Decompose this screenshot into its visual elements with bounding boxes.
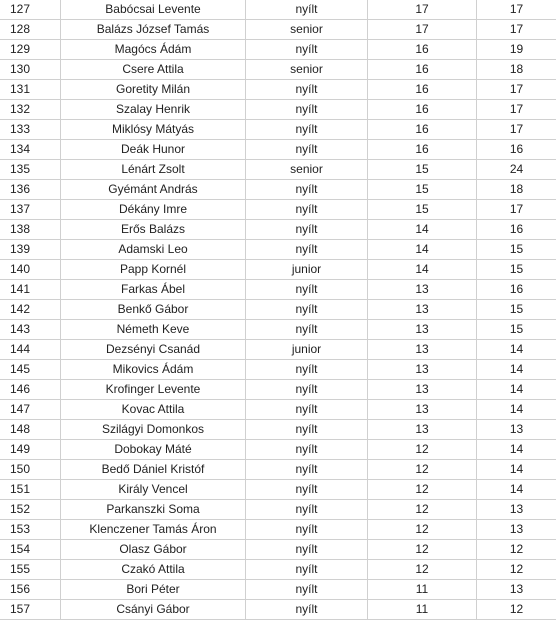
table-row — [0, 240, 556, 260]
score1-cell[interactable]: 15 — [368, 160, 477, 179]
rank-cell[interactable]: 150 — [0, 460, 61, 479]
rank-cell[interactable]: 154 — [0, 540, 61, 559]
category-cell[interactable]: nyílt — [246, 320, 368, 339]
score2-cell[interactable]: 14 — [509, 342, 524, 356]
score1-cell[interactable]: 13 — [368, 360, 477, 379]
category-cell[interactable]: nyílt — [246, 300, 368, 319]
table-row — [0, 100, 556, 120]
category-cell[interactable]: nyílt — [246, 220, 368, 239]
table-row — [0, 460, 556, 480]
category-cell[interactable]: nyílt — [246, 280, 368, 299]
category-cell[interactable]: nyílt — [246, 80, 368, 99]
table-row — [0, 400, 556, 420]
rank-cell[interactable]: 149 — [0, 440, 61, 459]
rank-cell[interactable]: 131 — [0, 80, 61, 99]
score2-cell[interactable]: 14 — [509, 362, 524, 376]
score1-cell[interactable]: 17 — [368, 20, 477, 39]
category-cell[interactable]: nyílt — [246, 240, 368, 259]
name-cell[interactable]: Lénárt Zsolt — [61, 160, 246, 179]
category-cell[interactable]: nyílt — [246, 380, 368, 399]
category-cell[interactable]: junior — [246, 260, 368, 279]
score1-cell[interactable]: 13 — [368, 380, 477, 399]
score1-cell[interactable]: 15 — [368, 200, 477, 219]
table-row — [0, 540, 556, 560]
rank-cell[interactable]: 147 — [0, 400, 61, 419]
score2-cell[interactable]: 16 — [509, 142, 524, 156]
table-row — [0, 560, 556, 580]
score2-cell[interactable]: 18 — [509, 62, 524, 76]
category-cell[interactable]: nyílt — [246, 480, 368, 499]
name-cell[interactable]: Krofinger Levente — [61, 380, 246, 399]
name-cell[interactable]: Klenczener Tamás Áron — [61, 520, 246, 539]
table-row — [0, 200, 556, 220]
rank-cell[interactable]: 135 — [0, 160, 61, 179]
name-cell[interactable]: Csányi Gábor — [61, 600, 246, 619]
name-cell[interactable]: Csere Attila — [61, 60, 246, 79]
category-cell[interactable]: nyílt — [246, 600, 368, 619]
score2-cell[interactable]: 17 — [509, 22, 524, 36]
score2-cell[interactable]: 14 — [509, 402, 524, 416]
rank-cell[interactable]: 153 — [0, 520, 61, 539]
category-cell[interactable]: junior — [246, 340, 368, 359]
rank-cell[interactable]: 134 — [0, 140, 61, 159]
table-row — [0, 160, 556, 180]
score1-cell[interactable]: 13 — [368, 340, 477, 359]
rank-cell[interactable]: 142 — [0, 300, 61, 319]
score2-cell[interactable]: 17 — [509, 122, 524, 136]
name-cell[interactable]: Dobokay Máté — [61, 440, 246, 459]
name-cell[interactable]: Parkanszki Soma — [61, 500, 246, 519]
rank-cell[interactable]: 139 — [0, 240, 61, 259]
rank-cell[interactable]: 133 — [0, 120, 61, 139]
score1-cell[interactable]: 15 — [368, 180, 477, 199]
score2-cell[interactable]: 16 — [509, 222, 524, 236]
rank-cell[interactable]: 155 — [0, 560, 61, 579]
category-cell[interactable]: senior — [246, 160, 368, 179]
score2-cell[interactable]: 14 — [509, 462, 524, 476]
table-row — [0, 520, 556, 540]
name-cell[interactable]: Dezsényi Csanád — [61, 340, 246, 359]
score1-cell[interactable]: 17 — [368, 0, 477, 19]
score1-cell[interactable]: 13 — [368, 280, 477, 299]
name-cell[interactable]: Babócsai Levente — [61, 0, 246, 19]
category-cell[interactable]: nyílt — [246, 120, 368, 139]
rank-cell[interactable]: 127 — [0, 0, 61, 19]
score1-cell[interactable]: 13 — [368, 420, 477, 439]
rank-cell[interactable]: 130 — [0, 60, 61, 79]
rank-cell[interactable]: 128 — [0, 20, 61, 39]
score1-cell[interactable]: 16 — [368, 60, 477, 79]
name-cell[interactable]: Adamski Leo — [61, 240, 246, 259]
table-row — [0, 320, 556, 340]
score1-cell[interactable]: 13 — [368, 400, 477, 419]
name-cell[interactable]: Kovac Attila — [61, 400, 246, 419]
category-cell[interactable]: nyílt — [246, 520, 368, 539]
score1-cell[interactable]: 16 — [368, 40, 477, 59]
name-cell[interactable]: Miklósy Mátyás — [61, 120, 246, 139]
table-row — [0, 0, 556, 20]
table-row — [0, 420, 556, 440]
score2-cell[interactable]: 17 — [509, 202, 524, 216]
category-cell[interactable]: nyílt — [246, 500, 368, 519]
score1-cell[interactable]: 13 — [368, 320, 477, 339]
table-row — [0, 300, 556, 320]
name-cell[interactable]: Király Vencel — [61, 480, 246, 499]
score1-cell[interactable]: 16 — [368, 100, 477, 119]
table-row — [0, 480, 556, 500]
table-row — [0, 220, 556, 240]
score1-cell[interactable]: 11 — [368, 580, 477, 599]
category-cell[interactable]: nyílt — [246, 560, 368, 579]
table-row — [0, 380, 556, 400]
name-cell[interactable]: Deák Hunor — [61, 140, 246, 159]
table-row — [0, 500, 556, 520]
name-cell[interactable]: Bori Péter — [61, 580, 246, 599]
rank-cell[interactable]: 129 — [0, 40, 61, 59]
score2-cell[interactable]: 16 — [509, 282, 524, 296]
score2-cell[interactable]: 18 — [509, 182, 524, 196]
score2-cell[interactable]: 24 — [509, 162, 524, 176]
score2-cell[interactable]: 13 — [509, 422, 524, 436]
score1-cell[interactable]: 16 — [368, 140, 477, 159]
score2-cell[interactable]: 12 — [509, 562, 524, 576]
category-cell[interactable]: nyílt — [246, 540, 368, 559]
score1-cell[interactable]: 12 — [368, 480, 477, 499]
category-cell[interactable]: nyílt — [246, 100, 368, 119]
category-cell[interactable]: nyílt — [246, 400, 368, 419]
score2-cell[interactable]: 15 — [509, 242, 524, 256]
score2-cell[interactable]: 13 — [509, 502, 524, 516]
rank-cell[interactable]: 136 — [0, 180, 61, 199]
score2-cell[interactable]: 15 — [509, 302, 524, 316]
name-cell[interactable]: Benkő Gábor — [61, 300, 246, 319]
score2-cell[interactable]: 12 — [509, 602, 524, 616]
score1-cell[interactable]: 12 — [368, 540, 477, 559]
name-cell[interactable]: Gyémánt András — [61, 180, 246, 199]
score1-cell[interactable]: 12 — [368, 520, 477, 539]
name-cell[interactable]: Szilágyi Domonkos — [61, 420, 246, 439]
table-row — [0, 580, 556, 600]
category-cell[interactable]: nyílt — [246, 140, 368, 159]
name-cell[interactable]: Czakó Attila — [61, 560, 246, 579]
score2-cell[interactable]: 13 — [509, 522, 524, 536]
category-cell[interactable]: nyílt — [246, 440, 368, 459]
table-row — [0, 80, 556, 100]
category-cell[interactable]: nyílt — [246, 360, 368, 379]
score2-cell[interactable]: 14 — [509, 442, 524, 456]
rank-cell[interactable]: 144 — [0, 340, 61, 359]
score1-cell[interactable]: 16 — [368, 80, 477, 99]
score2-cell[interactable]: 13 — [509, 582, 524, 596]
rank-cell[interactable]: 157 — [0, 600, 61, 619]
table-row — [0, 120, 556, 140]
rank-cell[interactable]: 143 — [0, 320, 61, 339]
category-cell[interactable]: nyílt — [246, 420, 368, 439]
name-cell[interactable]: Papp Kornél — [61, 260, 246, 279]
name-cell[interactable]: Magócs Ádám — [61, 40, 246, 59]
table-row — [0, 440, 556, 460]
table-row — [0, 60, 556, 80]
score1-cell[interactable]: 14 — [368, 240, 477, 259]
score2-cell[interactable]: 19 — [509, 42, 524, 56]
table-row — [0, 40, 556, 60]
rank-cell[interactable]: 148 — [0, 420, 61, 439]
table-row — [0, 600, 556, 620]
category-cell[interactable]: nyílt — [246, 180, 368, 199]
table-row — [0, 20, 556, 40]
score2-cell[interactable]: 17 — [509, 102, 524, 116]
score1-cell[interactable]: 12 — [368, 440, 477, 459]
score2-cell[interactable]: 17 — [509, 82, 524, 96]
score1-cell[interactable]: 11 — [368, 600, 477, 619]
category-cell[interactable]: nyílt — [246, 460, 368, 479]
name-cell[interactable]: Olasz Gábor — [61, 540, 246, 559]
name-cell[interactable]: Bedő Dániel Kristóf — [61, 460, 246, 479]
score1-cell[interactable]: 12 — [368, 500, 477, 519]
category-cell[interactable]: nyílt — [246, 0, 368, 19]
rank-cell[interactable]: 152 — [0, 500, 61, 519]
rank-cell[interactable]: 156 — [0, 580, 61, 599]
table-row — [0, 340, 556, 360]
score2-cell[interactable]: 14 — [509, 382, 524, 396]
rank-cell[interactable]: 137 — [0, 200, 61, 219]
name-cell[interactable]: Balázs József Tamás — [61, 20, 246, 39]
score1-cell[interactable]: 16 — [368, 120, 477, 139]
score2-cell[interactable]: 15 — [509, 322, 524, 336]
category-cell[interactable]: nyílt — [246, 40, 368, 59]
rank-cell[interactable]: 132 — [0, 100, 61, 119]
category-cell[interactable]: nyílt — [246, 580, 368, 599]
score2-cell[interactable]: 15 — [509, 262, 524, 276]
score1-cell[interactable]: 14 — [368, 260, 477, 279]
score2-cell[interactable]: 14 — [509, 482, 524, 496]
name-cell[interactable]: Németh Keve — [61, 320, 246, 339]
rank-cell[interactable]: 140 — [0, 260, 61, 279]
table-row — [0, 180, 556, 200]
rank-cell[interactable]: 145 — [0, 360, 61, 379]
name-cell[interactable]: Erős Balázs — [61, 220, 246, 239]
table-row — [0, 280, 556, 300]
score2-cell[interactable]: 12 — [509, 542, 524, 556]
score1-cell[interactable]: 14 — [368, 220, 477, 239]
rank-cell[interactable]: 138 — [0, 220, 61, 239]
score1-cell[interactable]: 13 — [368, 300, 477, 319]
name-cell[interactable]: Mikovics Ádám — [61, 360, 246, 379]
name-cell[interactable]: Farkas Ábel — [61, 280, 246, 299]
name-cell[interactable]: Szalay Henrik — [61, 100, 246, 119]
score1-cell[interactable]: 12 — [368, 560, 477, 579]
category-cell[interactable]: senior — [246, 60, 368, 79]
rank-cell[interactable]: 146 — [0, 380, 61, 399]
table-row — [0, 360, 556, 380]
table-row — [0, 140, 556, 160]
name-cell[interactable]: Dékány Imre — [61, 200, 246, 219]
rank-cell[interactable]: 151 — [0, 480, 61, 499]
name-cell[interactable]: Goretity Milán — [61, 80, 246, 99]
rank-cell[interactable]: 141 — [0, 280, 61, 299]
score2-cell[interactable]: 17 — [509, 2, 524, 16]
category-cell[interactable]: senior — [246, 20, 368, 39]
score1-cell[interactable]: 12 — [368, 460, 477, 479]
category-cell[interactable]: nyílt — [246, 200, 368, 219]
table-row — [0, 260, 556, 280]
